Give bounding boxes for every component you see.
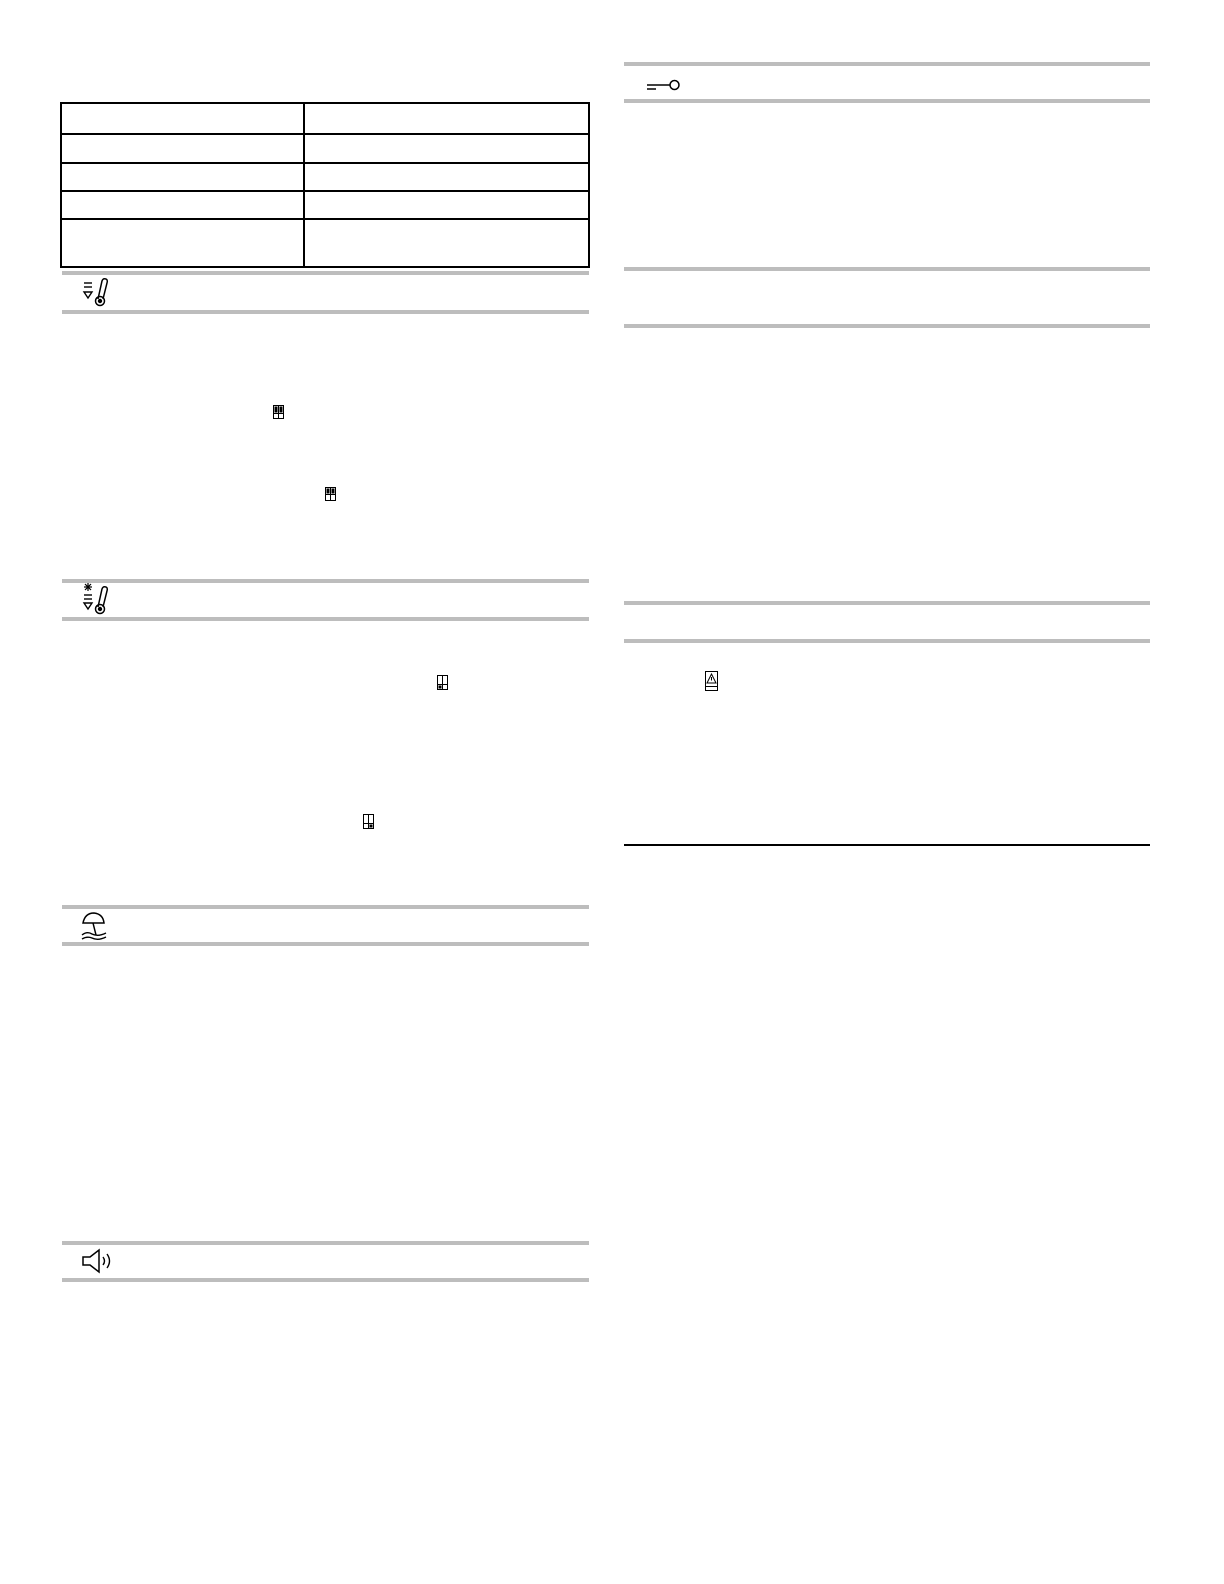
table-row-divider — [62, 218, 588, 220]
section-end-rule — [624, 844, 1150, 846]
section-rule-top — [624, 267, 1150, 271]
section-rule-bottom — [624, 639, 1150, 643]
fridge-door-icon-3 — [437, 675, 448, 690]
section-rule-bottom — [624, 324, 1150, 328]
fridge-door-icon-2 — [325, 487, 336, 501]
section-rule-top — [62, 1241, 589, 1245]
section-rule-bottom — [624, 99, 1150, 103]
table-column-divider — [303, 104, 305, 266]
section-rule-top — [62, 905, 589, 909]
section-rule-bottom — [62, 1278, 589, 1282]
section-rule-top — [62, 579, 589, 583]
thermometer-down-icon — [82, 277, 112, 307]
table-row-divider — [62, 190, 588, 192]
fridge-door-icon-4 — [363, 814, 374, 829]
key-lock-icon — [646, 78, 682, 94]
beach-umbrella-icon — [80, 911, 110, 941]
thermometer-snowflake-icon — [82, 583, 112, 615]
table-row-divider — [62, 133, 588, 135]
section-rule-bottom — [62, 310, 589, 314]
section-rule-top — [62, 271, 589, 275]
section-rule-top — [624, 62, 1150, 66]
section-rule-bottom — [62, 942, 589, 946]
table-row-divider — [62, 162, 588, 164]
speaker-icon — [82, 1248, 114, 1274]
fridge-door-icon-1 — [273, 405, 284, 419]
section-rule-top — [624, 601, 1150, 605]
section-rule-bottom — [62, 617, 589, 621]
alert-fridge-icon — [705, 671, 718, 691]
data-table — [60, 102, 590, 268]
